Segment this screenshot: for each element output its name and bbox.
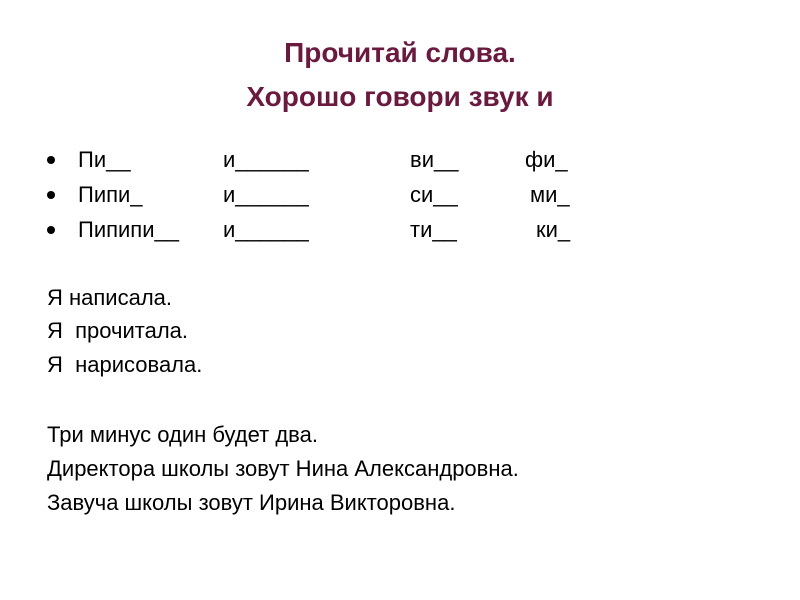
syllable-blank: ви__ [410,147,459,172]
syllable-blank: ки_ [536,217,571,242]
slide-title-line-2: Хорошо говори звук и [246,81,554,112]
bullet-row [0,149,800,181]
syllable-word: Пипи_ [78,182,143,207]
syllable-blank: ти__ [410,217,457,242]
syllable-blank: ми_ [530,182,570,207]
bullet-dot-icon [47,191,55,199]
fill-blank: и______ [223,182,309,207]
sentence-line: Директора школы зовут Нина Александровна. [47,456,519,481]
slide-title-line-1: Прочитай слова. [284,37,516,68]
bullet-row [0,184,800,216]
fill-blank: и______ [223,147,309,172]
syllable-word: Пипипи__ [78,217,179,242]
sentence-line: Я прочитала. [47,318,189,343]
sentence-line: Три минус один будет два. [47,422,318,447]
syllable-word: Пи__ [78,147,131,172]
bullet-dot-icon [47,156,55,164]
bullet-row [0,219,800,251]
syllable-blank: си__ [410,182,458,207]
sentence-line: Завуча школы зовут Ирина Викторовна. [47,490,456,515]
sentence-line: Я написала. [47,285,173,310]
sentence-line: Я нарисовала. [47,352,203,377]
fill-blank: и______ [223,217,309,242]
syllable-blank: фи_ [525,147,568,172]
bullet-dot-icon [47,226,55,234]
